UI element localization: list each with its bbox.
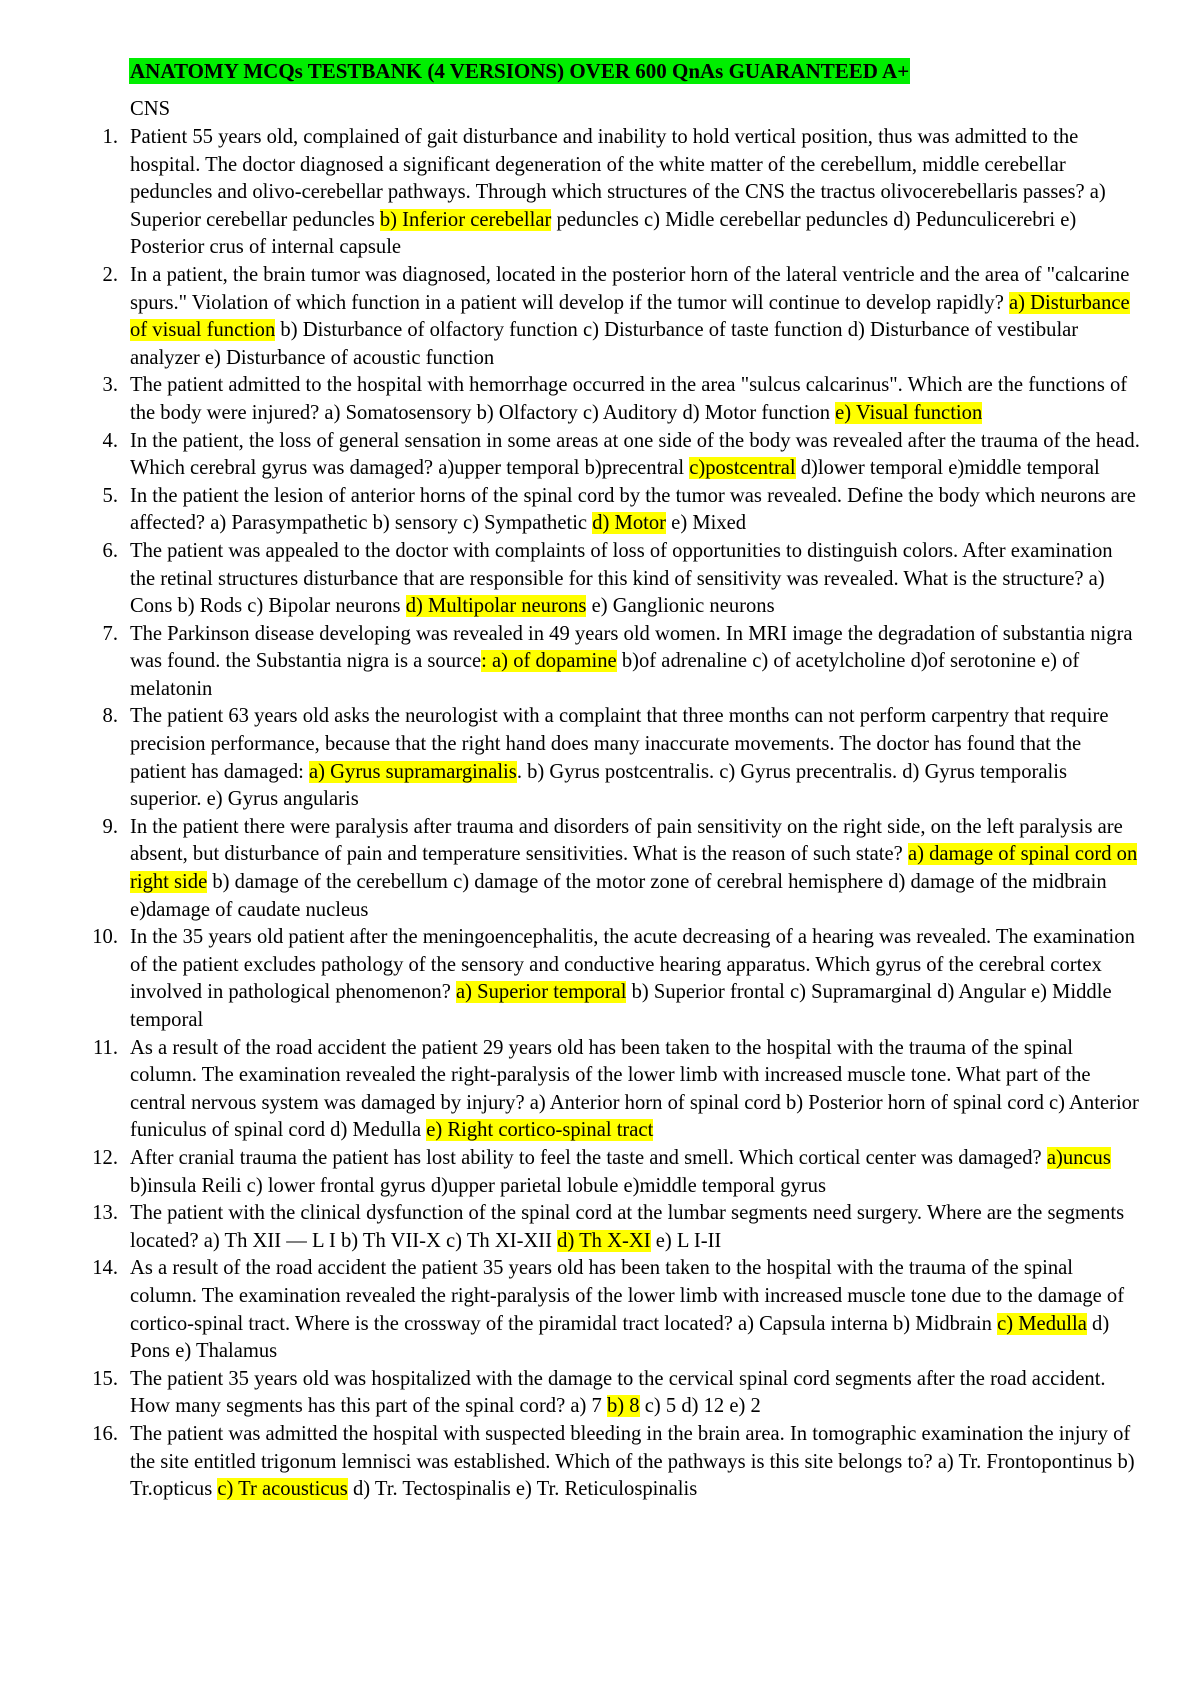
question-options: e) Mixed — [666, 512, 747, 535]
question-options: . b) Gyrus postcentralis. c) Gyrus precentralis. d) Gyrus temporalis superior. e) Gyrus angularis — [130, 760, 1067, 811]
question-item — [88, 621, 1140, 704]
question-number: 8. — [102, 705, 118, 728]
question-item — [88, 814, 1140, 924]
question-options: e) Ganglionic neurons — [586, 595, 775, 618]
question-text: The patient 63 years old asks the neurologist with a complaint that three months can not perform carpentry that require precision performance, because that the right hand does many inaccurate movements. The doctor has found that the patient has damaged: — [130, 705, 1109, 783]
question-number: 9. — [102, 815, 118, 838]
document-title: ANATOMY MCQs TESTBANK (4 VERSIONS) OVER 600 QnAs GUARANTEED A+ — [130, 59, 910, 83]
question-item — [88, 483, 1140, 538]
answer-highlight: d) Motor — [592, 512, 667, 535]
question-options: b) Disturbance of olfactory function c) Disturbance of taste function d) Disturbance of vestibular analyzer e) Disturbance of acoustic function — [130, 319, 1079, 369]
question-item — [88, 703, 1140, 813]
question-options: d) Pons e) Thalamus — [130, 1312, 1110, 1363]
question-text: The patient 35 years old was hospitalized with the damage to the cervical spinal cord segments after the road accident. How many segments has this part of the spinal cord? a) 7 — [130, 1367, 1106, 1418]
question-item — [88, 1200, 1140, 1255]
question-number: 15. — [92, 1367, 118, 1390]
question-number: 7. — [102, 622, 118, 645]
question-text: In the patient, the loss of general sensation in some areas at one side of the body was revealed after the trauma of the head. Which cerebral gyrus was damaged? a)upper temporal b)precentral — [130, 429, 1140, 480]
question-item — [88, 538, 1140, 621]
question-number: 5. — [102, 484, 118, 507]
answer-highlight: a) damage of spinal cord on right side — [130, 843, 1138, 894]
question-item — [88, 124, 1140, 262]
question-item — [88, 1035, 1140, 1145]
question-number: 12. — [92, 1146, 118, 1169]
question-number: 6. — [102, 539, 118, 562]
question-text: As a result of the road accident the patient 35 years old has been taken to the hospital with the trauma of the spinal column. The examination revealed the right-paralysis of the lower limb with increased muscle tone due to the damage of cortico-spinal tract. Where is the crossway of the piramidal tract located? a) Capsula interna b) Midbrain — [130, 1257, 1125, 1335]
question-options: b) Superior frontal c) Supramarginal d) Angular e) Middle temporal — [130, 981, 1112, 1031]
question-options: peduncles c) Midle cerebellar peduncles d) Pedunculicerebri e) Posterior crus of internal capsule — [130, 208, 1077, 259]
question-item — [88, 1145, 1140, 1200]
section-heading: CNS — [130, 98, 171, 120]
answer-highlight: a) Disturbance of visual function — [130, 291, 1130, 342]
answer-highlight: a) Gyrus supramarginalis — [309, 760, 517, 783]
question-number: 1. — [102, 126, 118, 148]
question-options: c) 5 d) 12 e) 2 — [639, 1395, 761, 1418]
question-options: d) Tr. Tectospinalis e) Tr. Reticulospinalis — [347, 1478, 698, 1501]
question-number: 13. — [92, 1202, 118, 1225]
question-number: 4. — [102, 429, 118, 452]
question-item — [88, 924, 1140, 1034]
question-text: The Parkinson disease developing was revealed in 49 years old women. In MRI image the degradation of substantia nigra was found. the Substantia nigra is a source — [130, 622, 1133, 673]
answer-highlight: d) Th X-XI — [557, 1229, 651, 1252]
answer-highlight: c) Tr acousticus — [217, 1478, 348, 1501]
question-list — [88, 124, 1140, 1504]
answer-highlight: c) Medulla — [997, 1312, 1087, 1335]
question-item — [88, 262, 1140, 372]
question-text: As a result of the road accident the patient 29 years old has been taken to the hospital with the trauma of the spinal column. The examination revealed the right-paralysis of the lower limb with increased muscle tone. What part of the central nervous system was damaged by injury? a) Anterior horn of spinal cord b) Posterior horn of spinal cord c) Anterior funiculus of spinal cord d) Medulla — [130, 1036, 1139, 1142]
question-options: e) L I-II — [650, 1229, 722, 1252]
question-item — [88, 372, 1140, 427]
question-text: In the patient the lesion of anterior horns of the spinal cord by the tumor was revealed. Define the body which neurons are affected? a) Parasympathetic b) sensory c) Sympathetic — [130, 484, 1136, 535]
answer-highlight: e) Right cortico-spinal tract — [426, 1119, 654, 1142]
question-text: After cranial trauma the patient has lost ability to feel the taste and smell. Which cortical center was damaged? — [130, 1146, 1047, 1169]
question-options: b)insula Reili c) lower frontal gyrus d)upper parietal lobule e)middle temporal gyrus — [130, 1174, 826, 1197]
answer-highlight: a)uncus — [1046, 1146, 1111, 1169]
answer-highlight: b) Inferior cerebellar — [379, 208, 552, 231]
answer-highlight: : a) of dopamine — [481, 650, 617, 673]
question-text: The patient was admitted the hospital with suspected bleeding in the brain area. In tomographic examination the injury of the site entitled trigonum lemnisci was established. Which of the pathways is this site belongs to? a) Tr. Frontopontinus b) Tr.opticus — [130, 1422, 1135, 1501]
question-number: 2. — [102, 263, 118, 286]
answer-highlight: e) Visual function — [835, 401, 983, 424]
question-item — [88, 1366, 1140, 1421]
question-text: In a patient, the brain tumor was diagnosed, located in the posterior horn of the lateral ventricle and the area of "calcarine spurs." Violation of which function in a patient will develop if the tumor will continue to develop rapidly? — [130, 263, 1130, 314]
answer-highlight: b) 8 — [606, 1395, 640, 1418]
question-options: b) damage of the cerebellum c) damage of the motor zone of cerebral hemisphere d) damage of the midbrain e)damage of caudate nucleus — [130, 871, 1107, 921]
question-text: The patient was appealed to the doctor with complaints of loss of opportunities to distinguish colors. After examination the retinal structures disturbance that are responsible for this kind of sensitivity was revealed. What is the structure? a) Cons b) Rods c) Bipolar neurons — [130, 539, 1113, 618]
question-text: Patient 55 years old, complained of gait disturbance and inability to hold vertical position, thus was admitted to the hospital. The doctor diagnosed a significant degeneration of the white matter of the cerebellum, middle cerebellar peduncles and olivo-cerebellar pathways. Through which structures of the CNS the tractus olivocerebellaris passes? a) Superior cerebellar peduncles — [130, 126, 1106, 231]
answer-highlight: c)postcentral — [689, 457, 796, 480]
question-number: 10. — [92, 926, 118, 949]
question-number: 11. — [93, 1036, 118, 1059]
question-text: The patient with the clinical dysfunction of the spinal cord at the lumbar segments need surgery. Where are the segments located? a) Th XII — L I b) Th VII-X c) Th XI-XII — [130, 1202, 1125, 1252]
answer-highlight: a) Superior temporal — [456, 981, 627, 1004]
question-text: In the patient there were paralysis after trauma and disorders of pain sensitivity on the right side, on the left paralysis are absent, but disturbance of pain and temperature sensitivities. What is the reason of such state? — [130, 815, 1123, 866]
question-number: 14. — [92, 1257, 118, 1280]
question-number: 3. — [102, 374, 118, 397]
question-item — [88, 1421, 1140, 1504]
question-number: 16. — [92, 1422, 118, 1445]
question-options: b)of adrenaline c) of acetylcholine d)of serotonine e) of melatonin — [130, 650, 1080, 700]
answer-highlight: d) Multipolar neurons — [405, 595, 587, 618]
question-options: d)lower temporal e)middle temporal — [795, 457, 1100, 480]
question-item — [88, 1255, 1140, 1365]
question-text: The patient admitted to the hospital with hemorrhage occurred in the area "sulcus calcarinus". Which are the functions of the body were injured? a) Somatosensory b) Olfactory c) Auditory d) Motor function — [130, 374, 1128, 424]
question-text: In the 35 years old patient after the meningoencephalitis, the acute decreasing of a hearing was revealed. The examination of the patient excludes pathology of the sensory and conductive hearing apparatus. Which gyrus of the cerebral cortex involved in pathological phenomenon? — [130, 926, 1135, 1004]
question-item — [88, 428, 1140, 483]
